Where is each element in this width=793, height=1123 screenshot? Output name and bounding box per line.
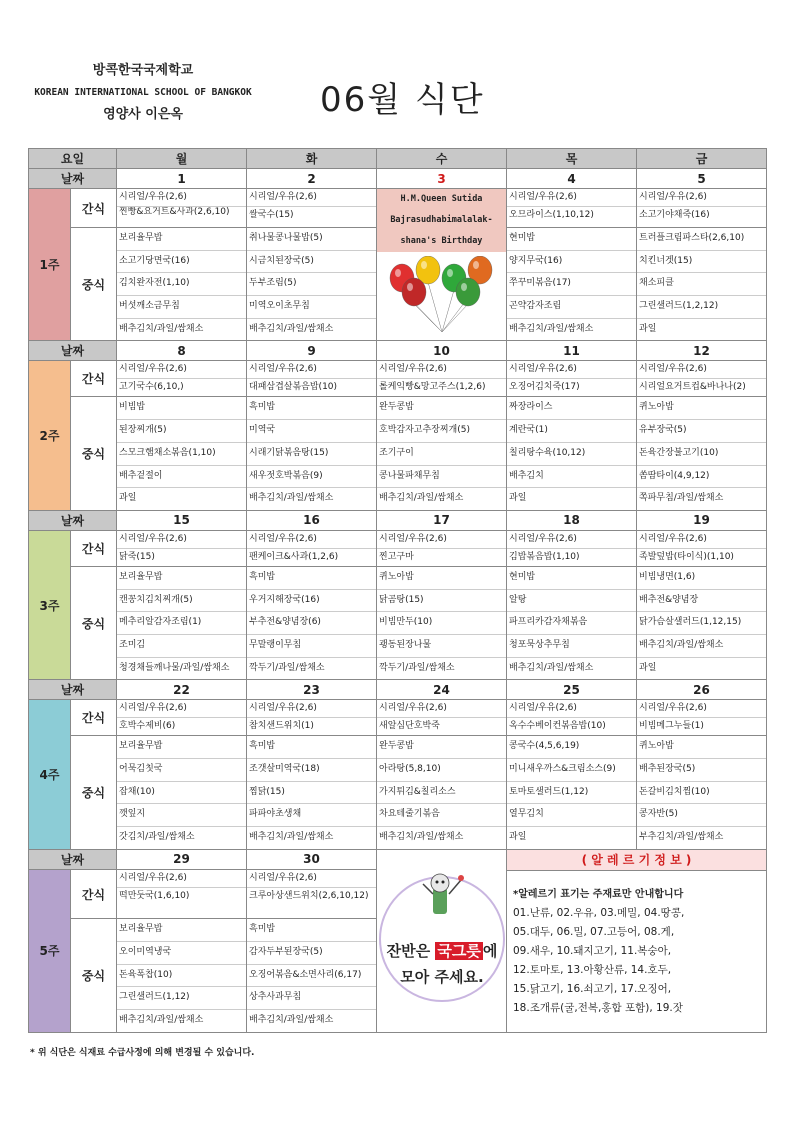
lunch-cell	[117, 736, 247, 849]
date-cell: 25	[507, 680, 637, 700]
snack-item: 팬케이크&사과(1,2,6)	[247, 548, 376, 566]
lunch-item: 토마토샐러드(1,12)	[507, 782, 636, 805]
lunch-cell	[247, 397, 377, 510]
lunch-item: 두부조림(5)	[247, 273, 376, 296]
date-label: 날짜	[29, 341, 117, 361]
lunch-cell	[117, 919, 247, 1032]
snack-cell	[247, 530, 377, 566]
lunch-item: 배추김치/과일/쌈채소	[379, 493, 464, 504]
allergy-title: ( 알 레 르 기 정 보 )	[507, 850, 766, 871]
date-cell: 2	[247, 169, 377, 189]
lunch-item: 무말랭이무침	[247, 635, 376, 658]
lunch-item: 비빔냉면(1,6)	[637, 567, 766, 590]
lunch-item: 흑미밥	[247, 397, 376, 420]
footnote: * 위 식단은 식재료 수급사정에 의해 변경될 수 있습니다.	[30, 1048, 255, 1058]
snack-item: 시리얼/우유(2,6)	[639, 703, 707, 714]
lunch-item: 부추전&양념장(6)	[247, 612, 376, 635]
lunch-item: 과일	[509, 493, 527, 504]
lunch-cell	[247, 736, 377, 849]
snack-item: 오므라이스(1,10,12)	[507, 206, 636, 224]
birthday-line2: Bajrasudhabimalalak-	[377, 210, 506, 231]
birthday-line3: shana's Birthday	[377, 231, 506, 252]
lunch-item: 괭동된장나물	[377, 635, 506, 658]
lunch-item: 배추전&양념장	[637, 590, 766, 613]
snack-cell	[507, 189, 637, 228]
lunch-cell	[637, 228, 767, 341]
allergy-line: 18.조개류(굴,전복,홍합 포함), 19.잣	[513, 1001, 683, 1014]
week-label: 2주	[29, 361, 71, 510]
snack-item: 시리얼/우유(2,6)	[639, 533, 707, 544]
snack-item: 족발덮밥(타이식)(1,10)	[637, 548, 766, 566]
lunch-item: 현미밥	[507, 228, 636, 251]
snack-cell	[637, 189, 767, 228]
lunch-item: 청경채들깨나물/과일/쌈채소	[119, 662, 230, 673]
date-cell: 26	[637, 680, 767, 700]
date-cell: 5	[637, 169, 767, 189]
lunch-item: 미역오이초무침	[247, 296, 376, 319]
snack-item: 찐고구마	[377, 548, 506, 566]
snack-item: 시리얼/우유(2,6)	[379, 533, 447, 544]
lunch-item: 그린샐러드(1,2,12)	[637, 296, 766, 319]
lunch-cell	[117, 566, 247, 679]
lunch-item: 쏨땀타이(4,9,12)	[637, 466, 766, 489]
snack-cell	[507, 700, 637, 736]
snack-item: 시리얼/우유(2,6)	[119, 533, 187, 544]
balloons	[377, 252, 506, 340]
date-cell: 16	[247, 510, 377, 530]
snack-item: 새알심단호박죽	[377, 717, 506, 735]
lunch-item: 조기구이	[377, 443, 506, 466]
snack-item: 김밥볶음밥(1,10)	[507, 548, 636, 566]
week-label: 4주	[29, 700, 71, 849]
date-cell: 22	[117, 680, 247, 700]
lunch-item: 캔꽁치김치찌개(5)	[117, 590, 246, 613]
snack-cell	[117, 700, 247, 736]
allergy-line: 12.토마토, 13.아황산류, 14.호두,	[513, 963, 672, 976]
lunch-item: 소고기당면국(16)	[117, 251, 246, 274]
lunch-item: 새우젓호박볶음(9)	[247, 466, 376, 489]
allergy-heading: *알레르기 표기는 주재료만 안내합니다	[513, 888, 684, 900]
allergy-line: 15.닭고기, 16.쇠고기, 17.오징어,	[513, 982, 672, 995]
snack-cell	[117, 361, 247, 397]
date-cell: 4	[507, 169, 637, 189]
snack-cell	[377, 530, 507, 566]
date-cell: 9	[247, 341, 377, 361]
snack-item: 시리얼/우유(2,6)	[249, 872, 317, 883]
snack-cell	[637, 361, 767, 397]
lunch-item: 배추김치/과일/쌈채소	[379, 832, 464, 843]
snack-item: 시리얼/우유(2,6)	[249, 364, 317, 375]
poster-text-highlight: 국그릇	[437, 941, 481, 960]
snack-item: 닭죽(15)	[117, 548, 246, 566]
lunch-item: 버섯깨소금무침	[117, 296, 246, 319]
snack-item: 시리얼요거트컵&바나나(2)	[637, 378, 766, 396]
lunch-item: 배추된장국(5)	[637, 759, 766, 782]
snack-item: 고기국수(6,10,)	[117, 378, 246, 396]
snack-cell	[637, 700, 767, 736]
poster-image	[377, 850, 507, 1028]
date-cell: 19	[637, 510, 767, 530]
snack-item: 시리얼/우유(2,6)	[509, 364, 577, 375]
snack-item: 시리얼/우유(2,6)	[119, 703, 187, 714]
lunch-item: 파파야초생채	[247, 804, 376, 827]
snack-item: 시리얼/우유(2,6)	[249, 192, 317, 202]
lunch-cell	[377, 736, 507, 849]
lunch-item: 배추김치/과일/쌈채소	[119, 1015, 204, 1026]
date-cell: 30	[247, 849, 377, 869]
lunch-item: 김치완자전(1,10)	[117, 273, 246, 296]
date-cell: 29	[117, 849, 247, 869]
lunch-item: 배추김치/과일/쌈채소	[119, 323, 204, 334]
lunch-item: 우거지해장국(16)	[247, 590, 376, 613]
lunch-item: 현미밥	[507, 567, 636, 590]
snack-item: 시리얼/우유(2,6)	[379, 364, 447, 375]
snack-cell	[377, 700, 507, 736]
lunch-item: 배추김치/과일/쌈채소	[249, 493, 334, 504]
lunch-item: 흑미밥	[247, 919, 376, 942]
lunch-item: 곤약감자조림	[507, 296, 636, 319]
week-label: 5주	[29, 869, 71, 1032]
birthday-line1: H.M.Queen Sutida	[377, 189, 506, 210]
snack-item: 시리얼/우유(2,6)	[639, 192, 707, 202]
school-info	[28, 60, 258, 126]
lunch-item: 깍두기/과일/쌈채소	[249, 662, 325, 673]
lunch-item: 유부장국(5)	[637, 420, 766, 443]
snack-cell	[117, 530, 247, 566]
lunch-item: 배추겉절이	[117, 466, 246, 489]
snack-cell	[507, 361, 637, 397]
lunch-item: 아라탕(5,8,10)	[377, 759, 506, 782]
lunch-cell	[117, 397, 247, 510]
date-cell: 18	[507, 510, 637, 530]
lunch-cell	[247, 566, 377, 679]
date-label: 날짜	[29, 510, 117, 530]
lunch-item: 배추김치/과일/쌈채소	[637, 635, 766, 658]
school-name-kr: 방콕한국국제학교	[92, 63, 194, 78]
snack-label: 간식	[71, 189, 117, 228]
snack-cell	[117, 869, 247, 919]
date-cell: 12	[637, 341, 767, 361]
lunch-item: 메추리알감자조림(1)	[117, 612, 246, 635]
poster-text-c: 에	[482, 941, 498, 960]
lunch-item: 퀴노아밥	[377, 567, 506, 590]
lunch-item: 비빔밥	[117, 397, 246, 420]
lunch-item: 비빔만두(10)	[377, 612, 506, 635]
lunch-item: 쪽파무침/과일/쌈채소	[639, 493, 724, 504]
lunch-item: 과일	[639, 662, 657, 673]
snack-item: 참치샌드위치(1)	[247, 717, 376, 735]
lunch-item: 완두콩밥	[377, 736, 506, 759]
lunch-item: 미니새우까스&크림소스(9)	[507, 759, 636, 782]
allergy-line: 01.난류, 02.우유, 03.메밀, 04.땅콩,	[513, 906, 685, 919]
poster-text-line1	[377, 940, 507, 961]
lunch-item: 열무김치	[507, 804, 636, 827]
lunch-item: 스모크햄채소볶음(1,10)	[117, 443, 246, 466]
lunch-cell	[247, 919, 377, 1032]
lunch-cell	[507, 228, 637, 341]
lunch-label: 중식	[71, 736, 117, 849]
lunch-item: 깻잎지	[117, 804, 246, 827]
snack-item: 시리얼/우유(2,6)	[639, 364, 707, 375]
lunch-item: 과일	[509, 832, 527, 843]
waste-poster	[377, 849, 507, 1032]
snack-item: 쌀국수(15)	[247, 206, 376, 224]
date-cell: 17	[377, 510, 507, 530]
lunch-item: 칠리탕수육(10,12)	[507, 443, 636, 466]
snack-item: 크루아상샌드위치(2,6,10,12)	[247, 887, 376, 905]
lunch-item: 과일	[119, 493, 137, 504]
lunch-item: 그린샐러드(1,12)	[117, 987, 246, 1010]
date-cell: 11	[507, 341, 637, 361]
date-cell: 10	[377, 341, 507, 361]
lunch-item: 취나물콩나물밥(5)	[247, 228, 376, 251]
lunch-item: 배추김치/과일/쌈채소	[249, 1015, 334, 1026]
lunch-label: 중식	[71, 228, 117, 341]
lunch-label: 중식	[71, 919, 117, 1032]
lunch-item: 시래기닭볶음탕(15)	[247, 443, 376, 466]
weekday-header: 화	[247, 149, 377, 169]
allergy-line: 05.대두, 06.밀, 07.고등어, 08.게,	[513, 925, 675, 938]
lunch-item: 완두콩밥	[377, 397, 506, 420]
lunch-item: 트러플크림파스타(2,6,10)	[637, 228, 766, 251]
date-label: 날짜	[29, 680, 117, 700]
snack-item: 대패삼겹살볶음밥(10)	[247, 378, 376, 396]
lunch-item: 감자두부된장국(5)	[247, 942, 376, 965]
snack-cell	[377, 361, 507, 397]
balloons-image	[380, 256, 504, 336]
lunch-item: 퀴노아밥	[637, 397, 766, 420]
lunch-item: 깍두기/과일/쌈채소	[379, 662, 455, 673]
snack-item: 시리얼/우유(2,6)	[509, 533, 577, 544]
snack-cell	[637, 530, 767, 566]
date-cell: 1	[117, 169, 247, 189]
date-cell: 8	[117, 341, 247, 361]
weekday-header: 목	[507, 149, 637, 169]
lunch-item: 잡채(10)	[117, 782, 246, 805]
lunch-item: 오이미역냉국	[117, 942, 246, 965]
lunch-item: 치킨너겟(15)	[637, 251, 766, 274]
lunch-item: 보리율무밥	[117, 567, 246, 590]
snack-item: 시리얼/우유(2,6)	[509, 192, 577, 202]
lunch-item: 닭곰탕(15)	[377, 590, 506, 613]
lunch-item: 닭가슴살샐러드(1,12,15)	[637, 612, 766, 635]
school-name-en: KOREAN INTERNATIONAL SCHOOL OF BANGKOK	[34, 87, 252, 98]
date-cell: 24	[377, 680, 507, 700]
weekday-header: 금	[637, 149, 767, 169]
lunch-item: 된장찌개(5)	[117, 420, 246, 443]
date-cell: 3	[377, 169, 507, 189]
lunch-item: 상추사과무침	[247, 987, 376, 1010]
lunch-item: 과일	[639, 323, 657, 334]
lunch-cell	[507, 736, 637, 849]
lunch-item: 미역국	[247, 420, 376, 443]
weekday-header-label: 요일	[29, 149, 117, 169]
snack-item: 옥수수베이컨볶음밥(10)	[507, 717, 636, 735]
lunch-item: 배추김치/과일/쌈채소	[509, 662, 594, 673]
date-cell: 15	[117, 510, 247, 530]
snack-cell	[247, 700, 377, 736]
snack-item: 소고기야채죽(16)	[637, 206, 766, 224]
lunch-item: 돈육간장불고기(10)	[637, 443, 766, 466]
lunch-item: 돈갈비김치찜(10)	[637, 782, 766, 805]
lunch-item: 채소피클	[637, 273, 766, 296]
lunch-item: 쭈꾸미볶음(17)	[507, 273, 636, 296]
lunch-item: 배추김치	[507, 466, 636, 489]
lunch-item: 찜닭(15)	[247, 782, 376, 805]
snack-label: 간식	[71, 869, 117, 919]
lunch-item: 차요테줄기볶음	[377, 804, 506, 827]
meal-table	[28, 148, 767, 1033]
lunch-item: 돈육폭찹(10)	[117, 965, 246, 988]
lunch-item: 배추김치/과일/쌈채소	[509, 323, 594, 334]
allergy-info-box	[507, 849, 767, 1032]
snack-cell	[117, 189, 247, 228]
lunch-item: 알탕	[507, 590, 636, 613]
lunch-item: 시금치된장국(5)	[247, 251, 376, 274]
lunch-item: 흑미밥	[247, 736, 376, 759]
lunch-cell	[637, 566, 767, 679]
lunch-item: 청포묵상추무침	[507, 635, 636, 658]
snack-item: 시리얼/우유(2,6)	[509, 703, 577, 714]
snack-item: 시리얼/우유(2,6)	[119, 872, 187, 883]
snack-cell	[247, 189, 377, 228]
lunch-item: 호박감자고추장찌개(5)	[377, 420, 506, 443]
snack-cell	[247, 869, 377, 919]
lunch-item: 보리율무밥	[117, 919, 246, 942]
lunch-item: 부추김치/과일/쌈채소	[639, 832, 724, 843]
poster-text-line2: 모아 주세요.	[400, 967, 484, 986]
poster-text-a: 잔반은	[386, 941, 436, 960]
lunch-item: 짜장라이스	[507, 397, 636, 420]
snack-label: 간식	[71, 361, 117, 397]
snack-item: 비빔메그누들(1)	[637, 717, 766, 735]
lunch-item: 조갯살미역국(18)	[247, 759, 376, 782]
snack-item: 롤케익빵&망고주스(1,2,6)	[377, 378, 506, 396]
lunch-item: 오징어볶음&소면사리(6,17)	[247, 965, 376, 988]
lunch-cell	[117, 228, 247, 341]
lunch-item: 보리율무밥	[117, 736, 246, 759]
lunch-item: 콩나물파채무침	[377, 466, 506, 489]
snack-item: 찐빵&요거트&사과(2,6,10)	[117, 206, 246, 227]
date-label: 날짜	[29, 849, 117, 869]
birthday-cell	[377, 189, 507, 341]
lunch-label: 중식	[71, 566, 117, 679]
lunch-cell	[637, 397, 767, 510]
snack-cell	[247, 361, 377, 397]
lunch-cell	[247, 228, 377, 341]
snack-item: 호박수제비(6)	[117, 717, 246, 735]
date-label: 날짜	[29, 169, 117, 189]
lunch-item: 계란국(1)	[507, 420, 636, 443]
week-label: 3주	[29, 530, 71, 679]
lunch-item: 콩자반(5)	[637, 804, 766, 827]
lunch-item: 어묵김칫국	[117, 759, 246, 782]
page-title: 06월 식단	[320, 80, 485, 120]
lunch-item: 배추김치/과일/쌈채소	[249, 323, 334, 334]
week-label: 1주	[29, 189, 71, 341]
snack-item: 시리얼/우유(2,6)	[249, 533, 317, 544]
snack-item: 시리얼/우유(2,6)	[119, 192, 187, 202]
lunch-item: 파프리카감자채볶음	[507, 612, 636, 635]
lunch-item: 갓김치/과일/쌈채소	[119, 832, 195, 843]
lunch-item: 가지튀김&칠리소스	[377, 782, 506, 805]
dietitian-name: 영양사 이은옥	[103, 107, 183, 122]
snack-item: 오징어김치죽(17)	[507, 378, 636, 396]
lunch-item: 조미김	[117, 635, 246, 658]
snack-label: 간식	[71, 700, 117, 736]
weekday-header: 월	[117, 149, 247, 169]
allergy-line: 09.새우, 10.돼지고기, 11.복숭아,	[513, 944, 672, 957]
lunch-item: 퀴노아밥	[637, 736, 766, 759]
date-cell: 23	[247, 680, 377, 700]
lunch-cell	[507, 566, 637, 679]
allergy-body	[507, 871, 766, 1018]
snack-item: 떡만둣국(1,6,10)	[117, 887, 246, 905]
lunch-cell	[377, 397, 507, 510]
weekday-header: 수	[377, 149, 507, 169]
lunch-item: 보리율무밥	[117, 228, 246, 251]
snack-item: 시리얼/우유(2,6)	[249, 703, 317, 714]
lunch-label: 중식	[71, 397, 117, 510]
lunch-item: 콩국수(4,5,6,19)	[507, 736, 636, 759]
lunch-item: 양지무국(16)	[507, 251, 636, 274]
snack-item: 시리얼/우유(2,6)	[119, 364, 187, 375]
lunch-cell	[637, 736, 767, 849]
lunch-item: 배추김치/과일/쌈채소	[249, 832, 334, 843]
lunch-item: 흑미밥	[247, 567, 376, 590]
snack-label: 간식	[71, 530, 117, 566]
snack-cell	[507, 530, 637, 566]
lunch-cell	[507, 397, 637, 510]
lunch-cell	[377, 566, 507, 679]
snack-item: 시리얼/우유(2,6)	[379, 703, 447, 714]
